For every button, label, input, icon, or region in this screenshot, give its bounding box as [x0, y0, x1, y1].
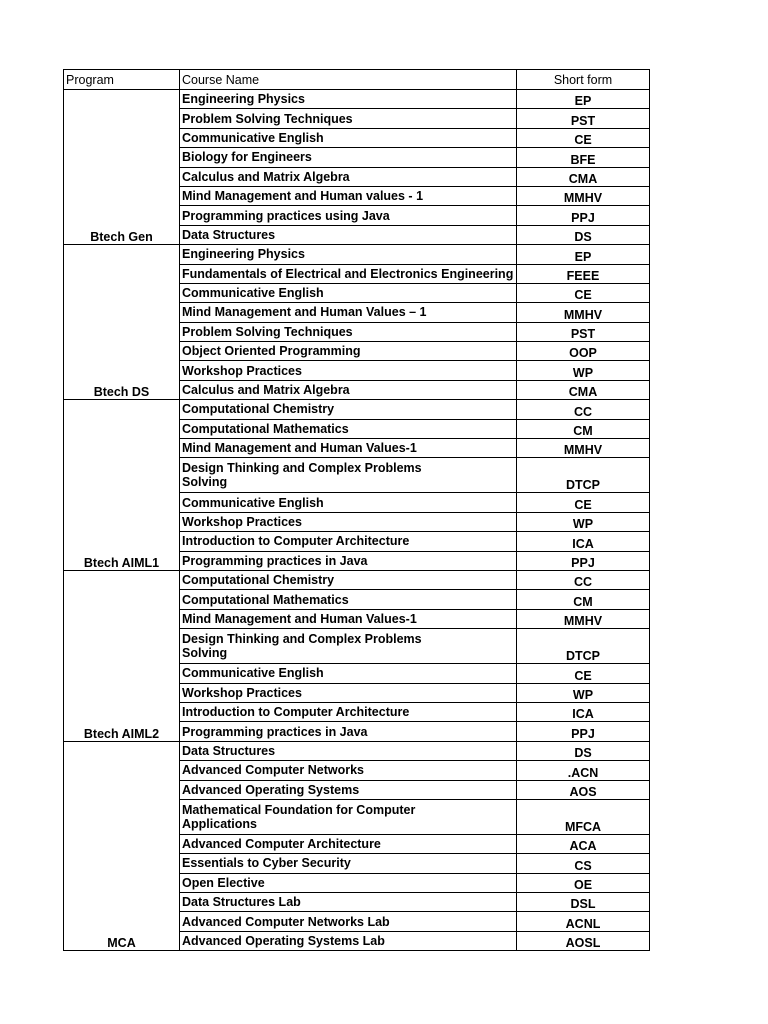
table-row — [64, 400, 650, 419]
course-short-form: WP — [517, 512, 650, 531]
course-name: Introduction to Computer Architecture — [180, 532, 517, 551]
course-name: Programming practices in Java — [180, 551, 517, 570]
course-short-form: CE — [517, 128, 650, 147]
course-name: Object Oriented Programming — [180, 342, 517, 361]
course-name: Mind Management and Human Values-1 — [180, 609, 517, 628]
course-name: Communicative English — [180, 493, 517, 512]
course-name: Engineering Physics — [180, 90, 517, 109]
table-row — [64, 741, 650, 760]
course-name: Open Elective — [180, 873, 517, 892]
course-short-form: DTCP — [517, 629, 650, 664]
course-short-form: CE — [517, 664, 650, 683]
course-short-form: ICA — [517, 702, 650, 721]
course-name: Design Thinking and Complex Problems Solving — [180, 458, 517, 493]
course-short-form: PPJ — [517, 551, 650, 570]
table-row — [64, 570, 650, 589]
course-table — [63, 69, 650, 951]
course-name: Computational Chemistry — [180, 570, 517, 589]
header-program: Program — [64, 70, 180, 90]
course-short-form: WP — [517, 361, 650, 380]
course-name: Introduction to Computer Architecture — [180, 702, 517, 721]
table-row — [64, 245, 650, 264]
course-name: Biology for Engineers — [180, 148, 517, 167]
course-short-form: OOP — [517, 342, 650, 361]
course-name: Mind Management and Human values - 1 — [180, 186, 517, 205]
course-name: Mind Management and Human Values – 1 — [180, 303, 517, 322]
course-short-form: DTCP — [517, 458, 650, 493]
course-short-form: MFCA — [517, 799, 650, 834]
course-name: Essentials to Cyber Security — [180, 854, 517, 873]
course-short-form: PPJ — [517, 722, 650, 741]
course-name: Programming practices in Java — [180, 722, 517, 741]
course-short-form: DS — [517, 225, 650, 244]
table-row — [64, 90, 650, 109]
course-short-form: CM — [517, 419, 650, 438]
course-short-form: MMHV — [517, 186, 650, 205]
course-short-form: CM — [517, 590, 650, 609]
course-short-form: PST — [517, 109, 650, 128]
course-name: Workshop Practices — [180, 683, 517, 702]
program-name: Btech AIML2 — [64, 570, 180, 741]
course-name: Data Structures — [180, 741, 517, 760]
course-short-form: ACA — [517, 834, 650, 853]
course-short-form: MMHV — [517, 303, 650, 322]
course-short-form: EP — [517, 90, 650, 109]
course-short-form: CC — [517, 400, 650, 419]
course-name: Programming practices using Java — [180, 206, 517, 225]
course-short-form: MMHV — [517, 609, 650, 628]
course-name: Design Thinking and Complex Problems Solving — [180, 629, 517, 664]
course-short-form: MMHV — [517, 439, 650, 458]
course-short-form: CC — [517, 570, 650, 589]
course-name: Problem Solving Techniques — [180, 322, 517, 341]
course-name: Advanced Computer Networks — [180, 761, 517, 780]
course-short-form: .ACN — [517, 761, 650, 780]
course-short-form: CS — [517, 854, 650, 873]
course-short-form: ICA — [517, 532, 650, 551]
course-name: Engineering Physics — [180, 245, 517, 264]
course-name: Communicative English — [180, 283, 517, 302]
course-name: Data Structures Lab — [180, 893, 517, 912]
course-short-form: CMA — [517, 380, 650, 399]
program-name: Btech AIML1 — [64, 400, 180, 571]
course-name: Communicative English — [180, 664, 517, 683]
course-short-form: WP — [517, 683, 650, 702]
course-name: Communicative English — [180, 128, 517, 147]
course-name: Advanced Computer Architecture — [180, 834, 517, 853]
course-name: Workshop Practices — [180, 361, 517, 380]
course-name: Mathematical Foundation for Computer Applications — [180, 799, 517, 834]
header-short-form: Short form — [517, 70, 650, 90]
course-short-form: PPJ — [517, 206, 650, 225]
course-short-form: EP — [517, 245, 650, 264]
course-name: Advanced Computer Networks Lab — [180, 912, 517, 931]
program-name: Btech DS — [64, 245, 180, 400]
course-short-form: BFE — [517, 148, 650, 167]
course-short-form: DS — [517, 741, 650, 760]
course-name: Computational Mathematics — [180, 590, 517, 609]
course-short-form: OE — [517, 873, 650, 892]
course-name: Calculus and Matrix Algebra — [180, 380, 517, 399]
course-short-form: AOSL — [517, 931, 650, 950]
course-short-form: PST — [517, 322, 650, 341]
course-short-form: CMA — [517, 167, 650, 186]
header-row — [64, 70, 650, 90]
course-short-form: FEEE — [517, 264, 650, 283]
program-name: MCA — [64, 741, 180, 951]
course-name: Mind Management and Human Values-1 — [180, 439, 517, 458]
course-short-form: CE — [517, 283, 650, 302]
course-short-form: CE — [517, 493, 650, 512]
course-name: Computational Chemistry — [180, 400, 517, 419]
course-name: Data Structures — [180, 225, 517, 244]
course-name: Calculus and Matrix Algebra — [180, 167, 517, 186]
course-name: Problem Solving Techniques — [180, 109, 517, 128]
course-short-form: AOS — [517, 780, 650, 799]
course-name: Advanced Operating Systems Lab — [180, 931, 517, 950]
course-name: Advanced Operating Systems — [180, 780, 517, 799]
course-name: Fundamentals of Electrical and Electronics Engineering — [180, 264, 517, 283]
course-short-form: DSL — [517, 893, 650, 912]
header-course-name: Course Name — [180, 70, 517, 90]
program-name: Btech Gen — [64, 90, 180, 245]
course-name: Workshop Practices — [180, 512, 517, 531]
course-short-form: ACNL — [517, 912, 650, 931]
table-body — [64, 90, 650, 951]
course-name: Computational Mathematics — [180, 419, 517, 438]
